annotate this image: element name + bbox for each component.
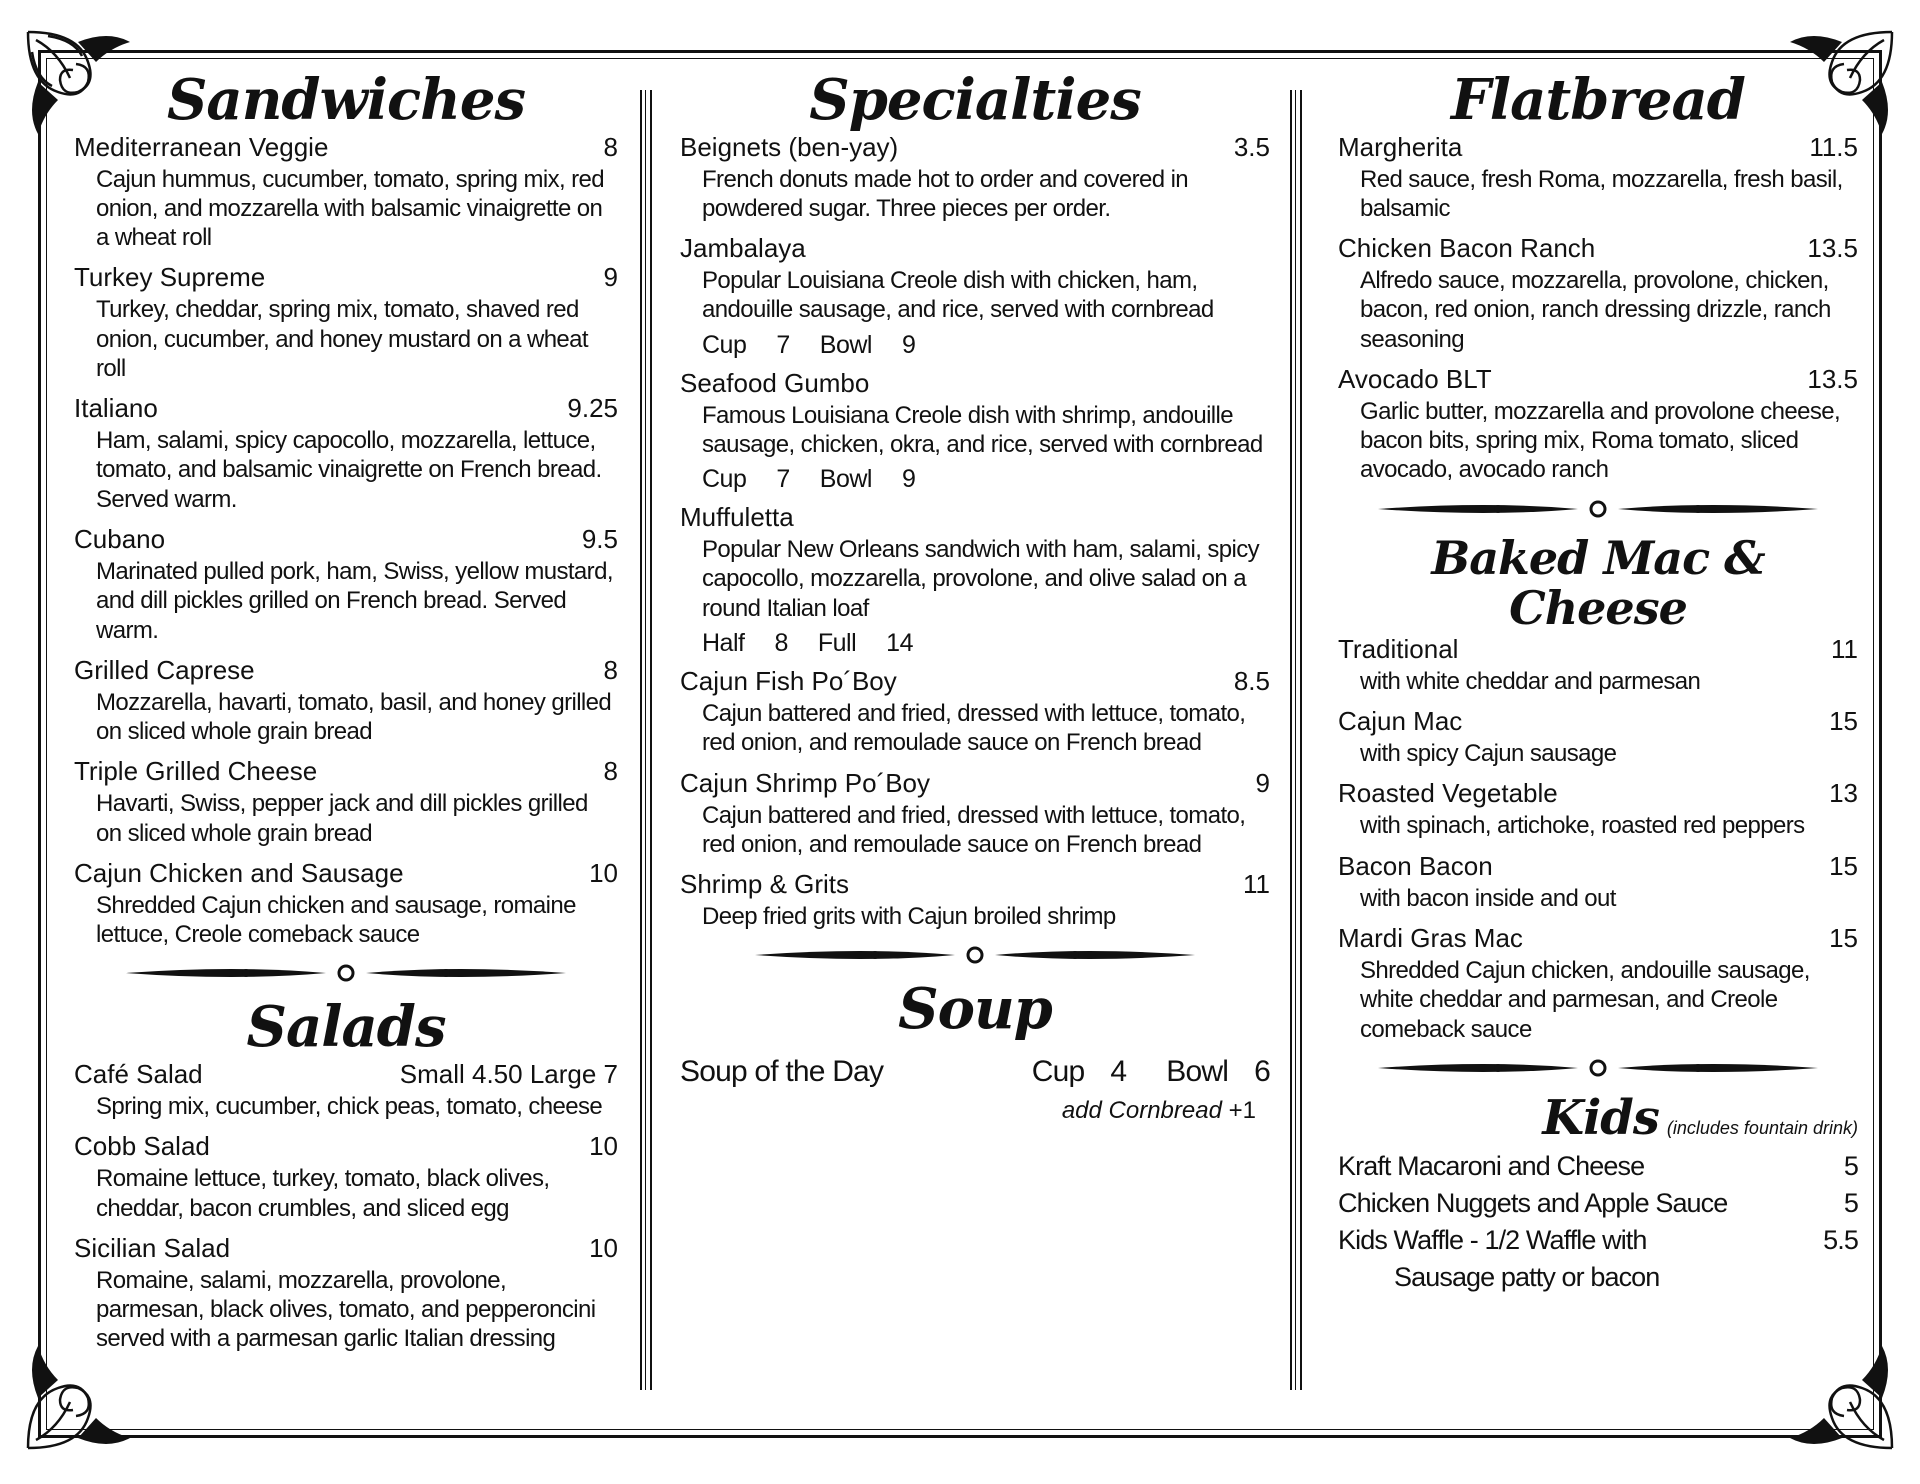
kids-item [1338,1225,1858,1256]
menu-item-description: Turkey, cheddar, spring mix, tomato, shaved red onion, cucumber, and honey mustard on a wheat roll [96,296,589,382]
menu-item-name: Café Salad [74,1058,203,1089]
menu-item [74,132,618,253]
menu-item-price: 11.5 [1809,131,1858,162]
size-option: Half [702,628,745,657]
menu-item-price: 8 [603,131,618,162]
menu-item-price: 9 [1255,767,1270,798]
soup-addon [680,1097,1256,1125]
menu-item-description: Cajun battered and fried, dressed with lettuce, tomato, red onion, and remoulade sauce on French bread [702,699,1246,757]
menu-item [74,655,618,747]
menu-item-header [74,132,618,163]
menu-item-description: Romaine lettuce, turkey, tomato, black olives, cheddar, bacon crumbles, and sliced egg [96,1165,550,1222]
column-middle [680,67,1270,1125]
menu-item-header [74,756,618,787]
menu-item-header [680,869,1270,900]
size-option: 9 [901,330,916,359]
kids-item-price: 5 [1843,1150,1858,1181]
kids-item-price: 5.5 [1823,1224,1858,1255]
menu-item [74,1233,618,1354]
menu-item-price: 10 [589,1232,618,1263]
menu-item-header [1338,706,1858,737]
menu-item-header [680,132,1270,163]
menu-item-price: 10 [589,857,618,888]
menu-item-header [74,655,618,686]
menu-item-price: 13 [1829,778,1858,809]
menu-item-name: Muffuletta [680,502,794,533]
size-option: Cup [702,465,747,494]
menu-item-name: Bacon Bacon [1338,850,1493,881]
menu-item-price: 9 [603,262,618,293]
menu-item [74,524,618,645]
kids-list [1338,1151,1858,1256]
kids-item-name: Kraft Macaroni and Cheese [1338,1150,1645,1181]
menu-item-name: Avocado BLT [1338,363,1492,394]
menu-item-description: Havarti, Swiss, pepper jack and dill pickles grilled on sliced whole grain bread [96,790,588,847]
kids-item-name: Chicken Nuggets and Apple Sauce [1338,1187,1728,1218]
menu-item-header [74,1059,618,1090]
menu-item-header [680,502,1270,533]
menu-item-header [74,858,618,889]
menu-item-name: Cubano [74,523,166,554]
salad-list [74,1059,618,1354]
menu-item-sizes [702,331,1270,360]
menu-item-header [1338,132,1858,163]
sandwich-list [74,132,618,950]
menu-item-name: Shrimp & Grits [680,869,850,900]
menu-item-name: Jambalaya [680,233,806,264]
menu-item [1338,364,1858,485]
menu-item-name: Cajun Shrimp Po´Boy [680,767,930,798]
menu-item-price: 3.5 [1233,131,1270,162]
menu-item-name: Margherita [1338,131,1463,162]
menu-item [1338,233,1858,354]
menu-item-header [680,233,1270,264]
menu-item-header [74,1131,618,1162]
menu-item-description: with white cheddar and parmesan [1360,667,1701,695]
column-divider [1290,90,1302,1390]
size-option: 8 [774,628,788,657]
menu-item-name: Mediterranean Veggie [74,131,329,162]
menu-item-sizes [702,629,1270,658]
size-option: Full [817,628,857,657]
menu-item-description: Cajun battered and fried, dressed with lettuce, tomato, red onion, and remoulade sauce on French bread [702,801,1246,858]
menu-item-price: 9.25 [567,393,618,424]
menu-item-header [1338,923,1858,954]
menu-item-header [74,393,618,424]
menu-item [680,768,1270,860]
menu-item-price: 13.5 [1807,233,1858,264]
menu-item-description: Shredded Cajun chicken and sausage, romaine lettuce, Creole comeback sauce [96,891,576,949]
section-title-flatbread: Flatbread [1451,67,1745,133]
menu-item-header [74,524,618,555]
soup-cup-price: 4 [1110,1054,1127,1088]
menu-item-price: 8.5 [1233,665,1270,696]
menu-item-name: Mardi Gras Mac [1338,922,1523,953]
menu-item-name: Cajun Fish Po´Boy [680,665,897,696]
menu-item [1338,132,1858,224]
menu-item [680,233,1270,360]
menu-item-price: 8 [603,654,618,685]
specialties-list [680,132,1270,932]
menu-item-name: Triple Grilled Cheese [74,756,318,787]
section-title-kids: Kids [1542,1089,1659,1146]
addon-price: +1 [1228,1096,1256,1124]
soup-name: Soup of the Day [680,1054,884,1088]
size-option: Cup [702,330,747,359]
menu-item-price: 10 [589,1131,618,1162]
menu-item-price: 15 [1829,850,1858,881]
menu-item-header [1338,851,1858,882]
kids-item [1338,1151,1858,1182]
menu-item [74,1131,618,1223]
menu-item-description: with bacon inside and out [1360,884,1616,912]
menu-item-description: French donuts made hot to order and covered in powdered sugar. Three pieces per order. [702,165,1189,222]
menu-item-price: 15 [1829,706,1858,737]
menu-item [74,1059,618,1121]
menu-item-description: Famous Louisiana Creole dish with shrimp, andouille sausage, chicken, okra, and rice, served with cornbread [702,401,1263,458]
menu-item-name: Seafood Gumbo [680,367,870,398]
menu-item-name: Sicilian Salad [74,1232,231,1263]
soup-cup-label: Cup [1031,1054,1085,1088]
menu-item [1338,923,1858,1044]
section-title-salads: Salads [246,994,446,1061]
menu-item-name: Chicken Bacon Ranch [1338,233,1596,264]
divider-flourish-icon [1378,1058,1818,1078]
menu-item-header [74,1233,618,1264]
menu-item [680,368,1270,495]
column-left [74,67,618,1364]
menu-item-name: Beignets (ben-yay) [680,131,899,162]
menu-item [74,393,618,514]
soup-bowl-label: Bowl [1166,1054,1229,1088]
menu-item-description: with spinach, artichoke, roasted red peppers [1360,812,1805,840]
menu-item-description: Popular Louisiana Creole dish with chicken, ham, andouille sausage, and rice, served with cornbread [702,267,1214,324]
menu-item [1338,851,1858,913]
column-right [1338,67,1858,1293]
menu-item-header [1338,364,1858,395]
menu-item-description: Ham, salami, spicy capocollo, mozzarella, lettuce, tomato, and balsamic vinaigrette on French bread. Served warm. [96,427,602,513]
section-title-soup: Soup [898,976,1052,1043]
menu-item-name: Cobb Salad [74,1131,210,1162]
menu-item [680,132,1270,224]
menu-item-name: Cajun Mac [1338,706,1463,737]
menu-item [1338,634,1858,696]
mac-list [1338,634,1858,1044]
menu-item-name: Grilled Caprese [74,654,255,685]
section-title-specialties: Specialties [809,67,1141,133]
menu-item-description: Garlic butter, mozzarella and provolone cheese, bacon bits, spring mix, Roma tomato, sliced avocado, avocado ranch [1360,397,1841,484]
divider-flourish-icon [755,945,1195,965]
menu-item-header [680,768,1270,799]
size-option: 9 [901,465,916,494]
menu-item-price: 11 [1243,869,1270,900]
menu-item-name: Roasted Vegetable [1338,778,1558,809]
menu-item-price: 9.5 [581,523,618,554]
menu-item-description: Deep fried grits with Cajun broiled shrimp [702,903,1116,931]
menu-item-description: Popular New Orleans sandwich with ham, salami, spicy capocollo, mozzarella, provolone, and olive salad on a round Italian loaf [702,536,1260,622]
soup-row [680,1055,1270,1089]
divider-flourish-icon [126,963,566,983]
size-option: 7 [776,330,790,359]
menu-item-price: 11 [1831,633,1858,664]
menu-item-description: Red sauce, fresh Roma, mozzarella, fresh basil, balsamic [1360,165,1843,222]
menu-item-header [1338,778,1858,809]
menu-item [74,756,618,848]
menu-item-description: with spicy Cajun sausage [1360,740,1617,768]
menu-item-header [680,666,1270,697]
menu-item [680,666,1270,758]
menu-item-header [680,368,1270,399]
kids-item [1338,1188,1858,1219]
kids-item-price: 5 [1843,1187,1858,1218]
kids-item-name: Kids Waffle - 1/2 Waffle with [1338,1224,1647,1255]
menu-item-name: Cajun Chicken and Sausage [74,857,404,888]
flatbread-list [1338,132,1858,485]
menu-item-description: Alfredo sauce, mozzarella, provolone, chicken, bacon, red onion, ranch dressing drizzle, ranch seasoning [1360,267,1831,353]
size-option: 7 [776,465,790,494]
menu-item-price: 8 [603,756,618,787]
menu-item [680,869,1270,931]
menu-item-description: Cajun hummus, cucumber, tomato, spring mix, red onion, and mozzarella with balsamic vinaigrette on a wheat roll [96,165,605,252]
menu-item-sizes [702,465,1270,494]
menu-item-description: Romaine, salami, mozzarella, provolone, parmesan, black olives, tomato, and pepperoncini served with a parmesan garlic Italian dressing [96,1266,596,1353]
menu-item-price: 15 [1829,922,1858,953]
menu-item [74,858,618,950]
menu-item [1338,706,1858,768]
column-divider [640,90,652,1390]
kids-note: (includes fountain drink) [1666,1117,1858,1138]
menu-item-header [74,262,618,293]
menu-item [1338,778,1858,840]
addon-label: add Cornbread [1061,1096,1222,1124]
size-option: Bowl [819,465,872,494]
kids-header [1338,1089,1858,1146]
kids-waffle-sub: Sausage patty or bacon [1394,1261,1660,1292]
menu-item-name: Italiano [74,393,158,424]
menu-item-description: Shredded Cajun chicken, andouille sausage, white cheddar and parmesan, and Creole comeback sauce [1360,956,1810,1043]
soup-bowl-price: 6 [1254,1054,1270,1088]
divider-flourish-icon [1378,499,1818,519]
menu-item-price: 13.5 [1807,363,1858,394]
size-option: Bowl [819,330,872,359]
size-option: 14 [886,628,913,657]
menu-item-description: Spring mix, cucumber, chick peas, tomato, cheese [96,1092,603,1120]
menu-item-header [1338,634,1858,665]
menu-item-header [1338,233,1858,264]
menu-item-description: Marinated pulled pork, ham, Swiss, yellow mustard, and dill pickles grilled on French bread. Served warm. [96,557,613,644]
menu-item-name: Traditional [1338,633,1459,664]
menu-item [680,502,1270,658]
section-title-sandwiches: Sandwiches [166,67,526,133]
menu-item-name: Turkey Supreme [74,262,266,293]
menu-item [74,262,618,383]
section-title-mac: Baked Mac & Cheese [1431,530,1765,636]
menu-item-price: Small 4.50 Large 7 [399,1058,618,1089]
corner-ornament-icon [1772,1328,1902,1458]
menu-item-description: Mozzarella, havarti, tomato, basil, and honey grilled on sliced whole grain bread [96,688,612,746]
